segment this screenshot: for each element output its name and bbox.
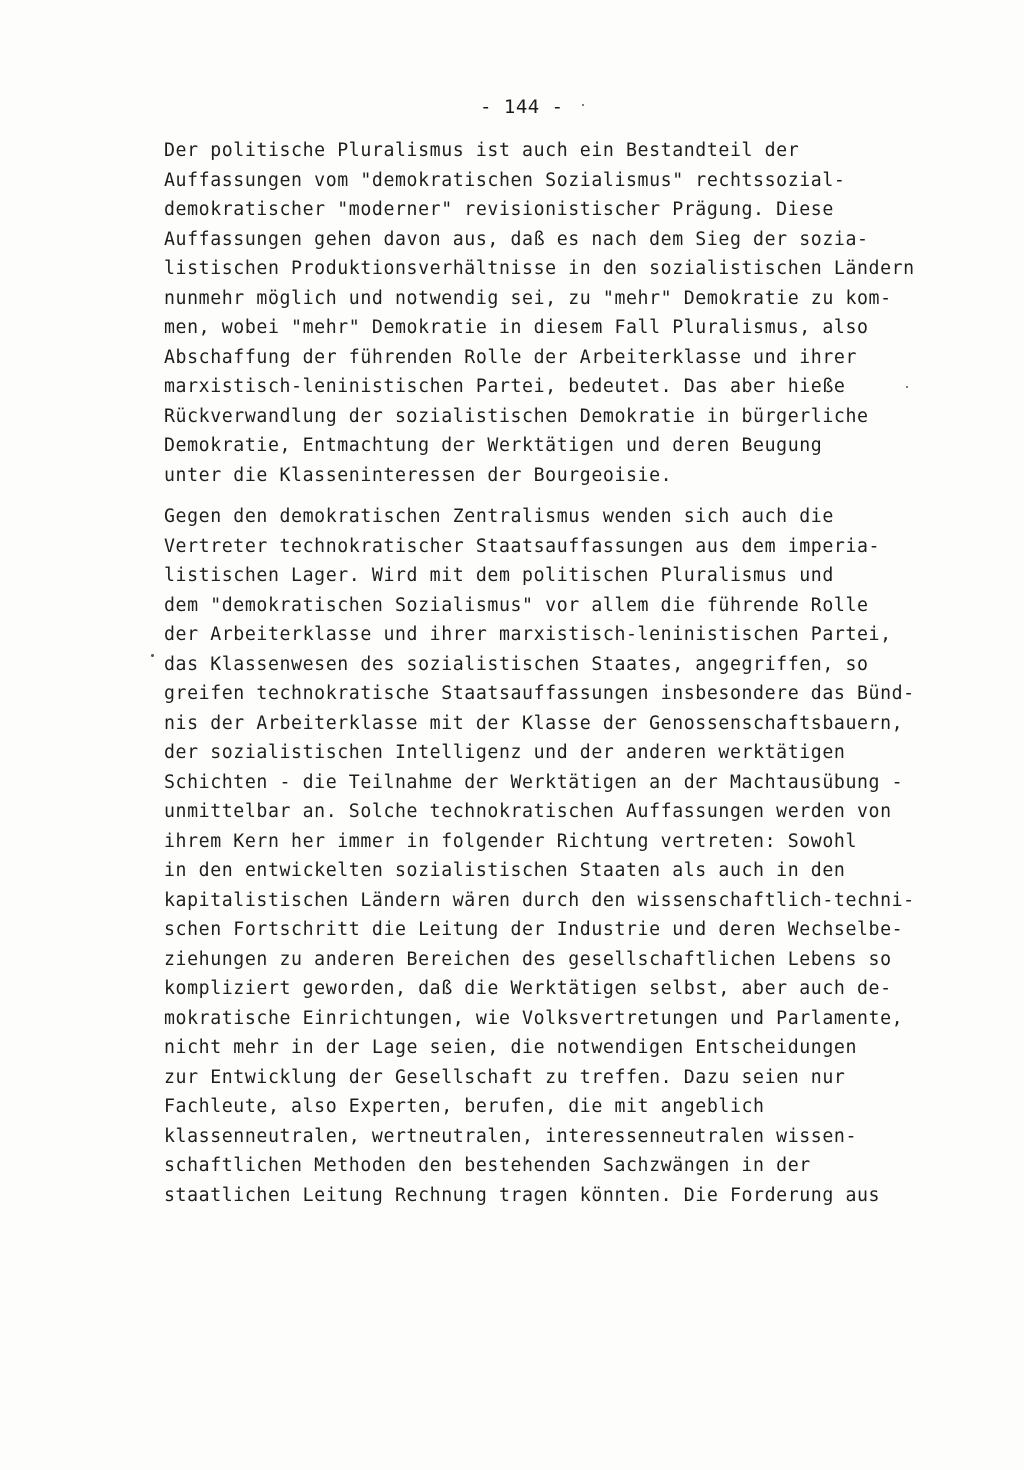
text-line: marxistisch-leninistischen Partei, bedeutet. Das aber hieße: [164, 376, 846, 397]
text-line: ziehungen zu anderen Bereichen des gesellschaftlichen Lebens so: [164, 948, 892, 970]
text-line: men, wobei "mehr" Demokratie in diesem Fall Pluralismus, also: [164, 317, 869, 338]
text-line: Demokratie, Entmachtung der Werktätigen und deren Beugung: [164, 435, 823, 456]
text-line: mokratische Einrichtungen, wie Volksvertretungen und Parlamente,: [164, 1007, 904, 1029]
text-line: Abschaffung der führenden Rolle der Arbeiterklasse und ihrer: [164, 346, 857, 368]
text-line: nis der Arbeiterklasse mit der Klasse der Genossenschaftsbauern,: [164, 712, 904, 734]
text-line: greifen technokratische Staatsauffassungen insbesondere das Bünd-: [164, 683, 915, 704]
text-line: kompliziert geworden, daß die Werktätigen selbst, aber auch de-: [164, 978, 892, 999]
text-line: listischen Produktionsverhältnisse in den sozialistischen Ländern: [164, 258, 915, 279]
scan-speck: [906, 386, 908, 388]
text-line: nunmehr möglich und notwendig sei, zu "mehr" Demokratie zu kom-: [164, 287, 892, 309]
text-line: Fachleute, also Experten, berufen, die mit angeblich: [164, 1096, 765, 1117]
page-number: - 144 -: [480, 96, 564, 118]
scan-speck: [151, 654, 154, 657]
text-line: Der politische Pluralismus ist auch ein Bestandteil der: [164, 140, 800, 161]
text-line: das Klassenwesen des sozialistischen Staates, angegriffen, so: [164, 653, 869, 675]
text-line: zur Entwicklung der Gesellschaft zu treffen. Dazu seien nur: [164, 1066, 846, 1088]
text-line: Vertreter technokratischer Staatsauffassungen aus dem imperia-: [164, 535, 881, 557]
text-line: Schichten - die Teilnahme der Werktätigen an der Machtausübung -: [164, 771, 904, 793]
text-line: demokratischer "moderner" revisionistischer Prägung. Diese: [164, 199, 834, 220]
text-line: Rückverwandlung der sozialistischen Demokratie in bürgerliche: [164, 405, 869, 427]
paragraph-1: [164, 136, 964, 490]
text-line: unmittelbar an. Solche technokratischen Auffassungen werden von: [164, 801, 892, 822]
text-line: klassenneutralen, wertneutralen, interessenneutralen wissen-: [164, 1125, 857, 1147]
text-line: schen Fortschritt die Leitung der Industrie und deren Wechselbe-: [164, 919, 904, 940]
text-line: kapitalistischen Ländern wären durch den wissenschaftlich-techni-: [164, 889, 915, 911]
text-line: nicht mehr in der Lage seien, die notwendigen Entscheidungen: [164, 1037, 857, 1058]
text-line: staatlichen Leitung Rechnung tragen könnten. Die Forderung aus: [164, 1184, 881, 1206]
text-line: Auffassungen vom "demokratischen Sozialismus" rechtssozial-: [164, 169, 846, 191]
text-line: ihrem Kern her immer in folgender Richtung vertreten: Sowohl: [164, 830, 857, 852]
text-line: schaftlichen Methoden den bestehenden Sachzwängen in der: [164, 1155, 811, 1176]
text-line: in den entwickelten sozialistischen Staaten als auch in den: [164, 860, 846, 881]
scan-speck: [582, 104, 584, 106]
text-line: der Arbeiterklasse und ihrer marxistisch-leninistischen Partei,: [164, 624, 892, 645]
paragraph-2: [164, 502, 964, 1210]
text-line: listischen Lager. Wird mit dem politischen Pluralismus und: [164, 565, 834, 586]
text-line: unter die Klasseninteressen der Bourgeoisie.: [164, 464, 673, 486]
text-line: Auffassungen gehen davon aus, daß es nach dem Sieg der sozia-: [164, 228, 869, 250]
text-line: dem "demokratischen Sozialismus" vor allem die führende Rolle: [164, 594, 869, 616]
text-line: Gegen den demokratischen Zentralismus wenden sich auch die: [164, 506, 834, 527]
text-line: der sozialistischen Intelligenz und der anderen werktätigen: [164, 742, 846, 763]
